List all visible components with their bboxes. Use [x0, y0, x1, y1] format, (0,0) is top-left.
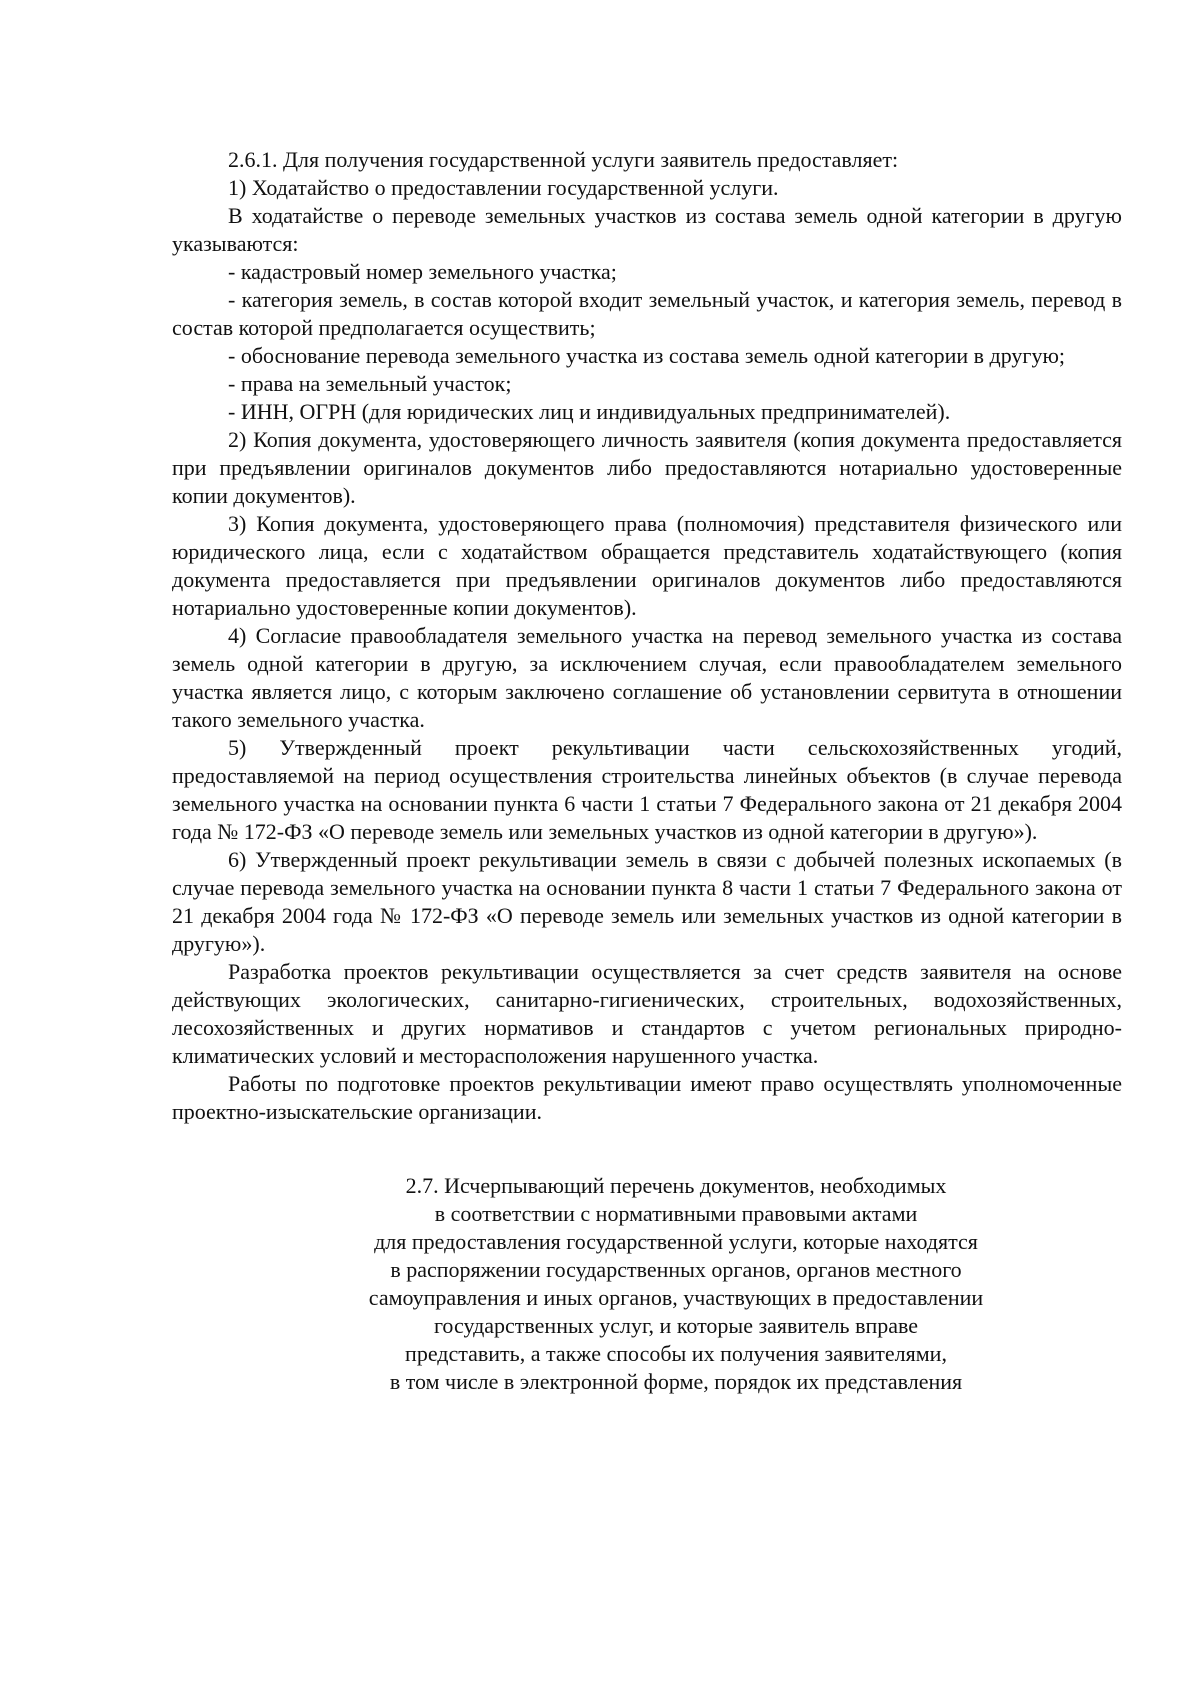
- list-item-land-category: - категория земель, в состав которой входит земельный участок, и категория земель, перевод в состав которой предполагается осуществить;: [172, 287, 1122, 340]
- heading-line: в том числе в электронной форме, порядок их представления: [389, 1369, 963, 1394]
- paragraph-item-3: 3) Копия документа, удостоверяющего права (полномочия) представителя физического или юридического лица, если с ходатайством обращается представитель ходатайствующего (копия документа предоставляется при предъявлении оригиналов документов либо предоставляются нотариально удостоверенные копии документов).: [172, 511, 1122, 620]
- paragraph-2-6-1: 2.6.1. Для получения государственной услуги заявитель предоставляет:: [228, 147, 899, 172]
- document-page: [172, 146, 1122, 1396]
- paragraph-item-5: 5) Утвержденный проект рекультивации части сельскохозяйственных угодий, предоставляемой на период осуществления строительства линейных объектов (в случае перевода земельного участка на основании пункта 6 части 1 статьи 7 Федерального закона от 21 декабря 2004 года № 172-ФЗ «О переводе земель или земельных участков из одной категории в другую»).: [172, 735, 1122, 844]
- heading-line: самоуправления и иных органов, участвующих в предоставлении: [368, 1285, 984, 1310]
- list-item-justification: - обоснование перевода земельного участка из состава земель одной категории в другую;: [228, 343, 1065, 368]
- paragraph-item-2: 2) Копия документа, удостоверяющего личность заявителя (копия документа предоставляется при предъявлении оригиналов документов либо предоставляются нотариально удостоверенные копии документов).: [172, 427, 1122, 508]
- paragraph-petition-contents: В ходатайстве о переводе земельных участков из состава земель одной категории в другую указываются:: [172, 203, 1122, 256]
- heading-line: в распоряжении государственных органов, органов местного: [390, 1257, 962, 1282]
- section-heading-2-7: [172, 1172, 1122, 1396]
- list-item-cadastral-number: - кадастровый номер земельного участка;: [228, 259, 617, 284]
- heading-line: для предоставления государственной услуги, которые находятся: [374, 1229, 978, 1254]
- heading-line: государственных услуг, и которые заявитель вправе: [433, 1313, 919, 1338]
- list-item-land-rights: - права на земельный участок;: [228, 371, 512, 396]
- heading-line: 2.7. Исчерпывающий перечень документов, необходимых: [405, 1173, 947, 1198]
- paragraph-item-4: 4) Согласие правообладателя земельного участка на перевод земельного участка из состава земель одной категории в другую, за исключением случая, если правообладателем земельного участка является лицо, с которым заключено соглашение об установлении сервитута в отношении такого земельного участка.: [172, 623, 1122, 732]
- paragraph-reclamation-development: Разработка проектов рекультивации осуществляется за счет средств заявителя на основе действующих экологических, санитарно-гигиенических, строительных, водохозяйственных, лесохозяйственных и других нормативов и стандартов с учетом региональных природно-климатических условий и месторасположения нарушенного участка.: [172, 959, 1122, 1068]
- paragraph-reclamation-works: Работы по подготовке проектов рекультивации имеют право осуществлять уполномоченные проектно-изыскательские организации.: [172, 1071, 1122, 1124]
- heading-line: в соответствии с нормативными правовыми актами: [434, 1201, 918, 1226]
- paragraph-item-1: 1) Ходатайство о предоставлении государственной услуги.: [228, 175, 779, 200]
- heading-line: представить, а также способы их получения заявителями,: [405, 1341, 947, 1366]
- list-item-inn-ogrn: - ИНН, ОГРН (для юридических лиц и индивидуальных предпринимателей).: [228, 399, 951, 424]
- paragraph-item-6: 6) Утвержденный проект рекультивации земель в связи с добычей полезных ископаемых (в случае перевода земельного участка на основании пункта 8 части 1 статьи 7 Федерального закона от 21 декабря 2004 года № 172-ФЗ «О переводе земель или земельных участков из одной категории в другую»).: [172, 847, 1122, 956]
